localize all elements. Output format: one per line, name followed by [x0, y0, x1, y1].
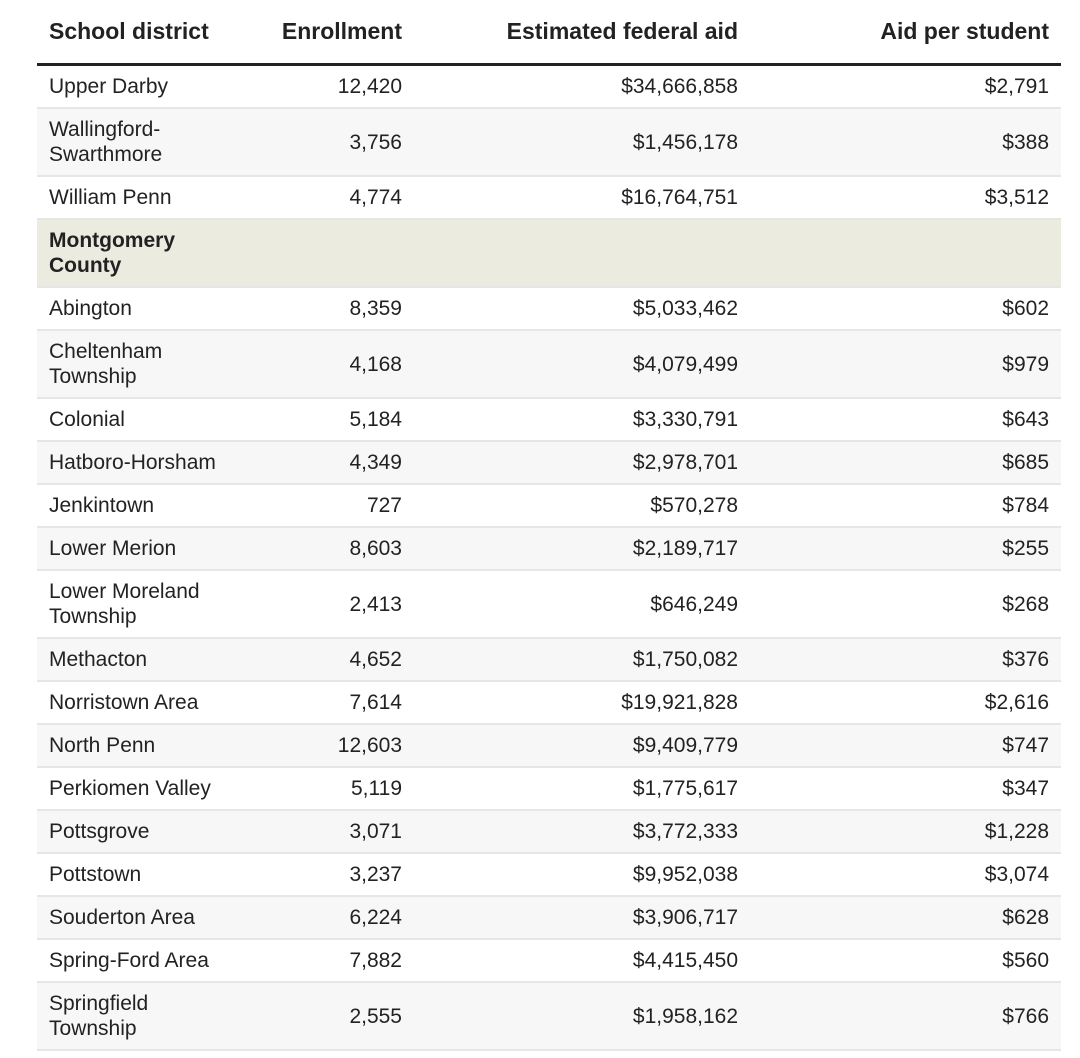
enrollment-cell: 8,603 — [242, 527, 414, 570]
table-row — [37, 398, 1061, 441]
federal-aid-table — [37, 0, 1061, 1051]
aid-per-student-cell: $255 — [750, 527, 1061, 570]
federal-aid-cell: $1,958,162 — [414, 982, 750, 1050]
federal-aid-cell: $1,750,082 — [414, 638, 750, 681]
district-cell: Lower Merion — [37, 527, 242, 570]
district-cell: Methacton — [37, 638, 242, 681]
column-header-enrollment[interactable]: Enrollment — [242, 0, 414, 65]
table-row — [37, 176, 1061, 219]
enrollment-cell: 12,603 — [242, 724, 414, 767]
federal-aid-cell: $1,775,617 — [414, 767, 750, 810]
aid-per-student-cell: $979 — [750, 330, 1061, 398]
table-row — [37, 441, 1061, 484]
table-row — [37, 853, 1061, 896]
table-row — [37, 724, 1061, 767]
aid-per-student-cell: $643 — [750, 398, 1061, 441]
table-row — [37, 767, 1061, 810]
federal-aid-cell: $5,033,462 — [414, 287, 750, 330]
aid-per-student-cell: $347 — [750, 767, 1061, 810]
table-row — [37, 65, 1061, 109]
district-cell: Lower Moreland Township — [37, 570, 242, 638]
district-cell: Abington — [37, 287, 242, 330]
enrollment-cell: 3,237 — [242, 853, 414, 896]
district-cell: Spring-Ford Area — [37, 939, 242, 982]
table-row — [37, 896, 1061, 939]
aid-per-student-cell: $628 — [750, 896, 1061, 939]
aid-per-student-cell: $685 — [750, 441, 1061, 484]
county-group-label: Montgomery County — [37, 219, 1061, 287]
column-header-aid-per-student[interactable]: Aid per student — [750, 0, 1061, 65]
federal-aid-cell: $34,666,858 — [414, 65, 750, 109]
aid-per-student-cell: $560 — [750, 939, 1061, 982]
district-cell: Hatboro-Horsham — [37, 441, 242, 484]
enrollment-cell: 4,349 — [242, 441, 414, 484]
header-row — [37, 0, 1061, 65]
federal-aid-cell: $2,978,701 — [414, 441, 750, 484]
table-row — [37, 681, 1061, 724]
enrollment-cell: 3,071 — [242, 810, 414, 853]
enrollment-cell: 727 — [242, 484, 414, 527]
enrollment-cell: 5,119 — [242, 767, 414, 810]
enrollment-cell: 6,224 — [242, 896, 414, 939]
aid-per-student-cell: $3,074 — [750, 853, 1061, 896]
district-cell: Jenkintown — [37, 484, 242, 527]
enrollment-cell: 4,774 — [242, 176, 414, 219]
enrollment-cell: 2,413 — [242, 570, 414, 638]
table-row — [37, 108, 1061, 176]
enrollment-cell: 2,555 — [242, 982, 414, 1050]
aid-per-student-cell: $766 — [750, 982, 1061, 1050]
table-header — [37, 0, 1061, 65]
federal-aid-cell: $3,906,717 — [414, 896, 750, 939]
district-cell: Upper Darby — [37, 65, 242, 109]
district-cell: North Penn — [37, 724, 242, 767]
district-cell: Pottstown — [37, 853, 242, 896]
aid-per-student-cell: $2,616 — [750, 681, 1061, 724]
table-container — [37, 0, 1061, 1051]
federal-aid-cell: $19,921,828 — [414, 681, 750, 724]
column-header-school-district[interactable]: School district — [37, 0, 242, 65]
enrollment-cell: 5,184 — [242, 398, 414, 441]
table-row — [37, 570, 1061, 638]
enrollment-cell: 8,359 — [242, 287, 414, 330]
federal-aid-cell: $16,764,751 — [414, 176, 750, 219]
aid-per-student-cell: $1,228 — [750, 810, 1061, 853]
table-row — [37, 939, 1061, 982]
district-cell: Springfield Township — [37, 982, 242, 1050]
aid-per-student-cell: $376 — [750, 638, 1061, 681]
column-header-estimated-federal-aid[interactable]: Estimated federal aid — [414, 0, 750, 65]
federal-aid-cell: $646,249 — [414, 570, 750, 638]
district-cell: William Penn — [37, 176, 242, 219]
federal-aid-cell: $9,952,038 — [414, 853, 750, 896]
aid-per-student-cell: $388 — [750, 108, 1061, 176]
table-row — [37, 527, 1061, 570]
aid-per-student-cell: $268 — [750, 570, 1061, 638]
enrollment-cell: 3,756 — [242, 108, 414, 176]
enrollment-cell: 4,168 — [242, 330, 414, 398]
table-row — [37, 484, 1061, 527]
enrollment-cell: 12,420 — [242, 65, 414, 109]
district-cell: Colonial — [37, 398, 242, 441]
aid-per-student-cell: $602 — [750, 287, 1061, 330]
table-body — [37, 65, 1061, 1051]
district-cell: Norristown Area — [37, 681, 242, 724]
table-row — [37, 287, 1061, 330]
table-row — [37, 810, 1061, 853]
federal-aid-cell: $3,772,333 — [414, 810, 750, 853]
aid-per-student-cell: $2,791 — [750, 65, 1061, 109]
district-cell: Souderton Area — [37, 896, 242, 939]
federal-aid-cell: $9,409,779 — [414, 724, 750, 767]
federal-aid-cell: $3,330,791 — [414, 398, 750, 441]
enrollment-cell: 7,882 — [242, 939, 414, 982]
table-row — [37, 638, 1061, 681]
county-group-row — [37, 219, 1061, 287]
federal-aid-cell: $4,415,450 — [414, 939, 750, 982]
district-cell: Pottsgrove — [37, 810, 242, 853]
federal-aid-cell: $2,189,717 — [414, 527, 750, 570]
district-cell: Perkiomen Valley — [37, 767, 242, 810]
district-cell: Wallingford- Swarthmore — [37, 108, 242, 176]
federal-aid-cell: $4,079,499 — [414, 330, 750, 398]
district-cell: Cheltenham Township — [37, 330, 242, 398]
table-row — [37, 330, 1061, 398]
federal-aid-cell: $1,456,178 — [414, 108, 750, 176]
aid-per-student-cell: $784 — [750, 484, 1061, 527]
aid-per-student-cell: $3,512 — [750, 176, 1061, 219]
enrollment-cell: 4,652 — [242, 638, 414, 681]
enrollment-cell: 7,614 — [242, 681, 414, 724]
federal-aid-cell: $570,278 — [414, 484, 750, 527]
table-row — [37, 982, 1061, 1050]
aid-per-student-cell: $747 — [750, 724, 1061, 767]
